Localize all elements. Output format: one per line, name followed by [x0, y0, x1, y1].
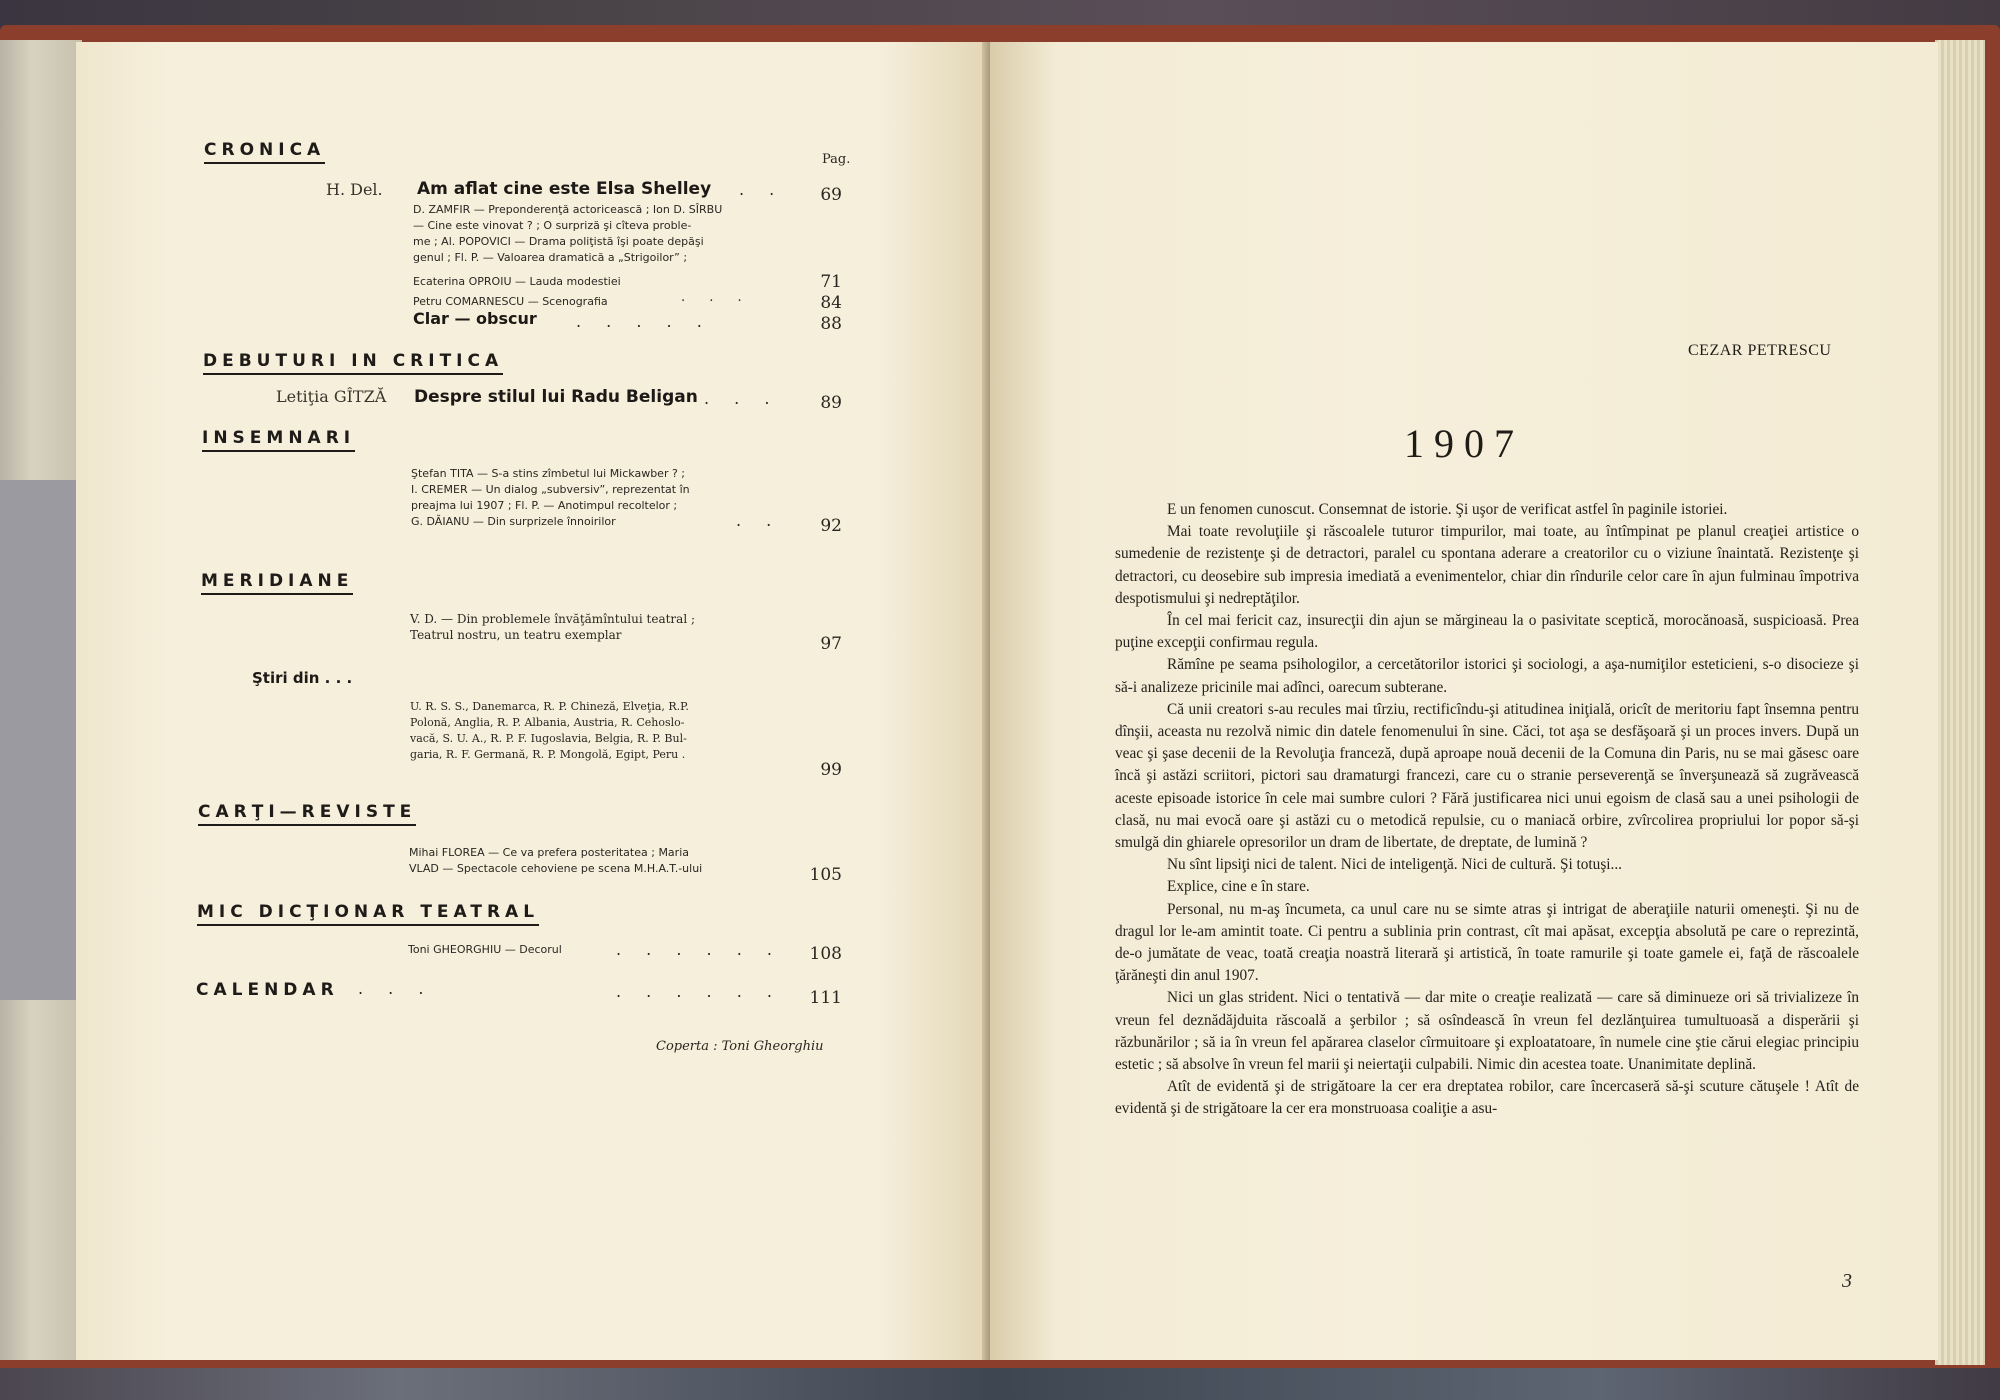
toc-page-number: 92: [820, 516, 842, 536]
toc-line: V. D. — Din problemele învăţămîntului teatral ;: [410, 612, 696, 626]
toc-line: Ştefan TITA — S-a stins zîmbetul lui Mickawber ? ;: [411, 467, 686, 480]
article-title: 1907: [1404, 421, 1524, 466]
toc-line[interactable]: Ecaterina OPROIU — Lauda modestiei: [413, 275, 621, 288]
article-paragraph: Rămîne pe seama psihologilor, a cercetătorilor istorici şi sociologi, a aşa-numiţilor esteticieni, s-o disocieze şi să-i analizeze pricinile mai adînci, oarecum subterane.: [1115, 656, 1859, 696]
page-number: 3: [1842, 1270, 1852, 1292]
article-paragraph: Că unii creatori s-au recules mai tîrziu, rectificîndu-şi atitudinea iniţială, oricît de meritoriu fapt însemna pentru dînşii, aceasta nu rezolvă nimic din datele fenomenului în sine. Căci, tot aşa se desfăşoară şi un proces invers. După un veac şi şase decenii de la Revoluţia franceză, după aproape nouă decenii de la Comuna din Paris, nu se mai găsesc oare încă şi astăzi scriitori, pictori sau dramaturgi francezi, care cu o stranie perseverenţă se înverşunează să zugrăvească aceste episoade istorice în cele mai sumbre culori ? Fără justificarea nici unui egoism de clasă sau a unei psihologii de clasă, nu mai evocă oare şi astăzi cu o metodică repulsie, cu o maniacă orbire, zvîrcolirea propriului lor popor să-şi smulgă din ghiarele opresorilor un dram de libertate, de dreptate, de lumină ?: [1115, 700, 1859, 852]
article-paragraph: Atît de evidentă şi de strigătoare la cer era dreptatea robilor, care încercaseră să-şi scuture cătuşele ! Atît de evidentă şi de strigătoare la cer era monstruoasa coaliţie a asu-: [1115, 1078, 1859, 1118]
section-heading-cronica: CRONICA: [204, 140, 325, 164]
toc-page-number: 97: [820, 634, 842, 654]
toc-line: me ; Al. POPOVICI — Drama poliţistă îşi poate depăşi: [413, 235, 704, 248]
toc-page-number: 69: [820, 185, 842, 205]
left-flyleaf: [0, 480, 82, 1000]
article-body: [1115, 499, 1859, 1121]
book-cover-bottom: [0, 1368, 2000, 1400]
leader-dots: . .: [736, 511, 782, 530]
article-paragraph: Nu sînt lipsiţi nici de talent. Nici de inteligenţă. Nici de cultură. Şi totuşi...: [1167, 856, 1623, 874]
article-paragraph: Personal, nu m-aş încumeta, ca unul care nu se simte atras şi intrigat de aberaţiile naturii omeneşti. Şi nu de dragul lor le-am amintit toate. Ci pentru a sublinia prin contrast, cît mai apăsat, excepţia absolută pe care o reprezintă, de-o jumătate de veac, toată creaţia noastră literară şi artistică, în toate ramurile şi toate gamele ei, faţă de răscoalele ţărăneşti din anul 1907.: [1115, 900, 1859, 985]
toc-line: vacă, S. U. A., R. P. F. Iugoslavia, Belgia, R. P. Bul-: [410, 732, 687, 745]
toc-page-number: 84: [820, 293, 842, 313]
toc-line: garia, R. F. Germană, R. P. Mongolă, Egipt, Peru .: [410, 748, 686, 761]
toc-line: G. DĂIANU — Din surprizele înnoirilor: [411, 515, 616, 528]
article-paragraph: E un fenomen cunoscut. Consemnat de istorie. Şi uşor de verificat astfel în paginile istoriei.: [1167, 501, 1728, 518]
article-paragraph: În cel mai fericit caz, insurecţii din ajun se mărgineau la o pasivitate sceptică, morocănoasă, suspicioasă. Prea puţine excepţii confirmau regula.: [1115, 612, 1859, 652]
article-author: CEZAR PETRESCU: [1688, 342, 1832, 359]
article-paragraph: Explice, cine e în stare.: [1167, 878, 1310, 896]
leader-dots: . . . . . .: [616, 940, 782, 959]
cover-credit: Coperta : Toni Gheorghiu: [656, 1039, 824, 1054]
toc-description: [410, 699, 790, 763]
toc-page-number: 99: [820, 760, 842, 780]
toc-description: [413, 202, 785, 266]
article-paragraph: Mai toate revoluţiile şi răscoalele tuturor timpurilor, mai toate, au întîmpinat pe planul creaţiei artistice o sumedenie de rezistenţe şi de detractori, paralel cu spontana aderare a creatorilor cu o viziune înaintată. Rezistenţe şi detractori, cu deosebire sub impresia imediată a evenimentelor, chiar din rîndurile celor care în ajun fulminau împotriva despotismului şi nedreptăţilor.: [1115, 523, 1859, 607]
section-heading-debuturi: DEBUTURI IN CRITICA: [203, 351, 503, 375]
toc-line: I. CREMER — Un dialog „subversiv”, reprezentat în: [411, 483, 690, 496]
leader-dots: . . . . .: [576, 312, 712, 331]
toc-author: H. Del.: [326, 180, 383, 199]
section-heading-mic-dictionar: MIC DICŢIONAR TEATRAL: [197, 902, 539, 926]
leader-dots: . . .: [681, 290, 752, 305]
right-page-stack: [1935, 40, 1985, 1365]
toc-page-number: 111: [809, 988, 842, 1008]
toc-line: Teatrul nostru, un teatru exemplar: [410, 628, 622, 642]
toc-line: genul ; Fl. P. — Valoarea dramatică a „Strigoilor” ;: [413, 251, 688, 264]
toc-line[interactable]: Petru COMARNESCU — Scenografia: [413, 295, 608, 308]
leader-dots: . . .: [704, 389, 780, 408]
toc-subheading: Ştiri din . . .: [252, 669, 353, 687]
leader-dots: . .: [739, 180, 785, 199]
toc-author: Letiţia GÎTZĂ: [276, 387, 387, 406]
toc-description: [411, 466, 791, 530]
toc-line: U. R. S. S., Danemarca, R. P. Chineză, Elveţia, R.P.: [410, 700, 689, 713]
section-heading-carti-reviste: CARŢI—REVISTE: [198, 802, 416, 826]
toc-title[interactable]: Despre stilul lui Radu Beligan: [414, 387, 698, 407]
section-heading-meridiane: MERIDIANE: [201, 571, 353, 595]
toc-description: [409, 845, 795, 877]
left-page-contents: [76, 42, 988, 1360]
toc-line: preajma lui 1907 ; Fl. P. — Anotimpul recoltelor ;: [411, 499, 678, 512]
toc-line: VLAD — Spectacole cehoviene pe scena M.H.A.T.-ului: [409, 862, 703, 875]
toc-line: Polonă, Anglia, R. P. Albania, Austria, R. Cehoslo-: [410, 716, 685, 729]
toc-page-number: 88: [820, 314, 842, 334]
toc-page-number: 105: [809, 865, 842, 885]
toc-page-number: 71: [820, 272, 842, 292]
right-page-article: [990, 42, 1938, 1360]
toc-page-number: 108: [809, 944, 842, 964]
leader-dots: . . .: [358, 979, 434, 998]
table-of-contents: [76, 42, 988, 1360]
toc-title[interactable]: Am aflat cine este Elsa Shelley: [417, 179, 712, 199]
toc-line: D. ZAMFIR — Preponderenţă actoricească ; Ion D. SÎRBU: [413, 203, 723, 216]
leader-dots: . . . . . .: [616, 982, 782, 1001]
article-paragraph: Nici un glas strident. Nici o tentativă — dar mite o creaţie realizată — care să diminueze ori să trivializeze în vreun fel deznădăjduita răscoală a şerbilor ; să osîndească în vreun fel dezlănţuirea tumultuoasă a disperării şi răzbunărilor ; să ia în vreun fel apărarea claselor cîrmuitoare şi exploatatoare, în numele cine ştie cărui elegiac principiu estetic ; să absolve în vreun fel marii şi neiertaţii culpabili. Nimic din acestea toate. Unanimitate deplină.: [1115, 989, 1859, 1074]
page-column-label: Pag.: [822, 152, 851, 167]
section-heading-insemnari: INSEMNARI: [202, 428, 355, 452]
toc-line: — Cine este vinovat ? ; O surpriză şi cîteva proble-: [413, 219, 692, 232]
toc-line: Mihai FLOREA — Ce va prefera posteritatea ; Maria: [409, 846, 689, 859]
toc-line[interactable]: Toni GHEORGHIU — Decorul: [408, 943, 562, 956]
toc-page-number: 89: [820, 393, 842, 413]
toc-title[interactable]: Clar — obscur: [413, 309, 537, 328]
toc-description: [410, 611, 790, 643]
section-heading-calendar[interactable]: CALENDAR: [196, 980, 339, 1000]
